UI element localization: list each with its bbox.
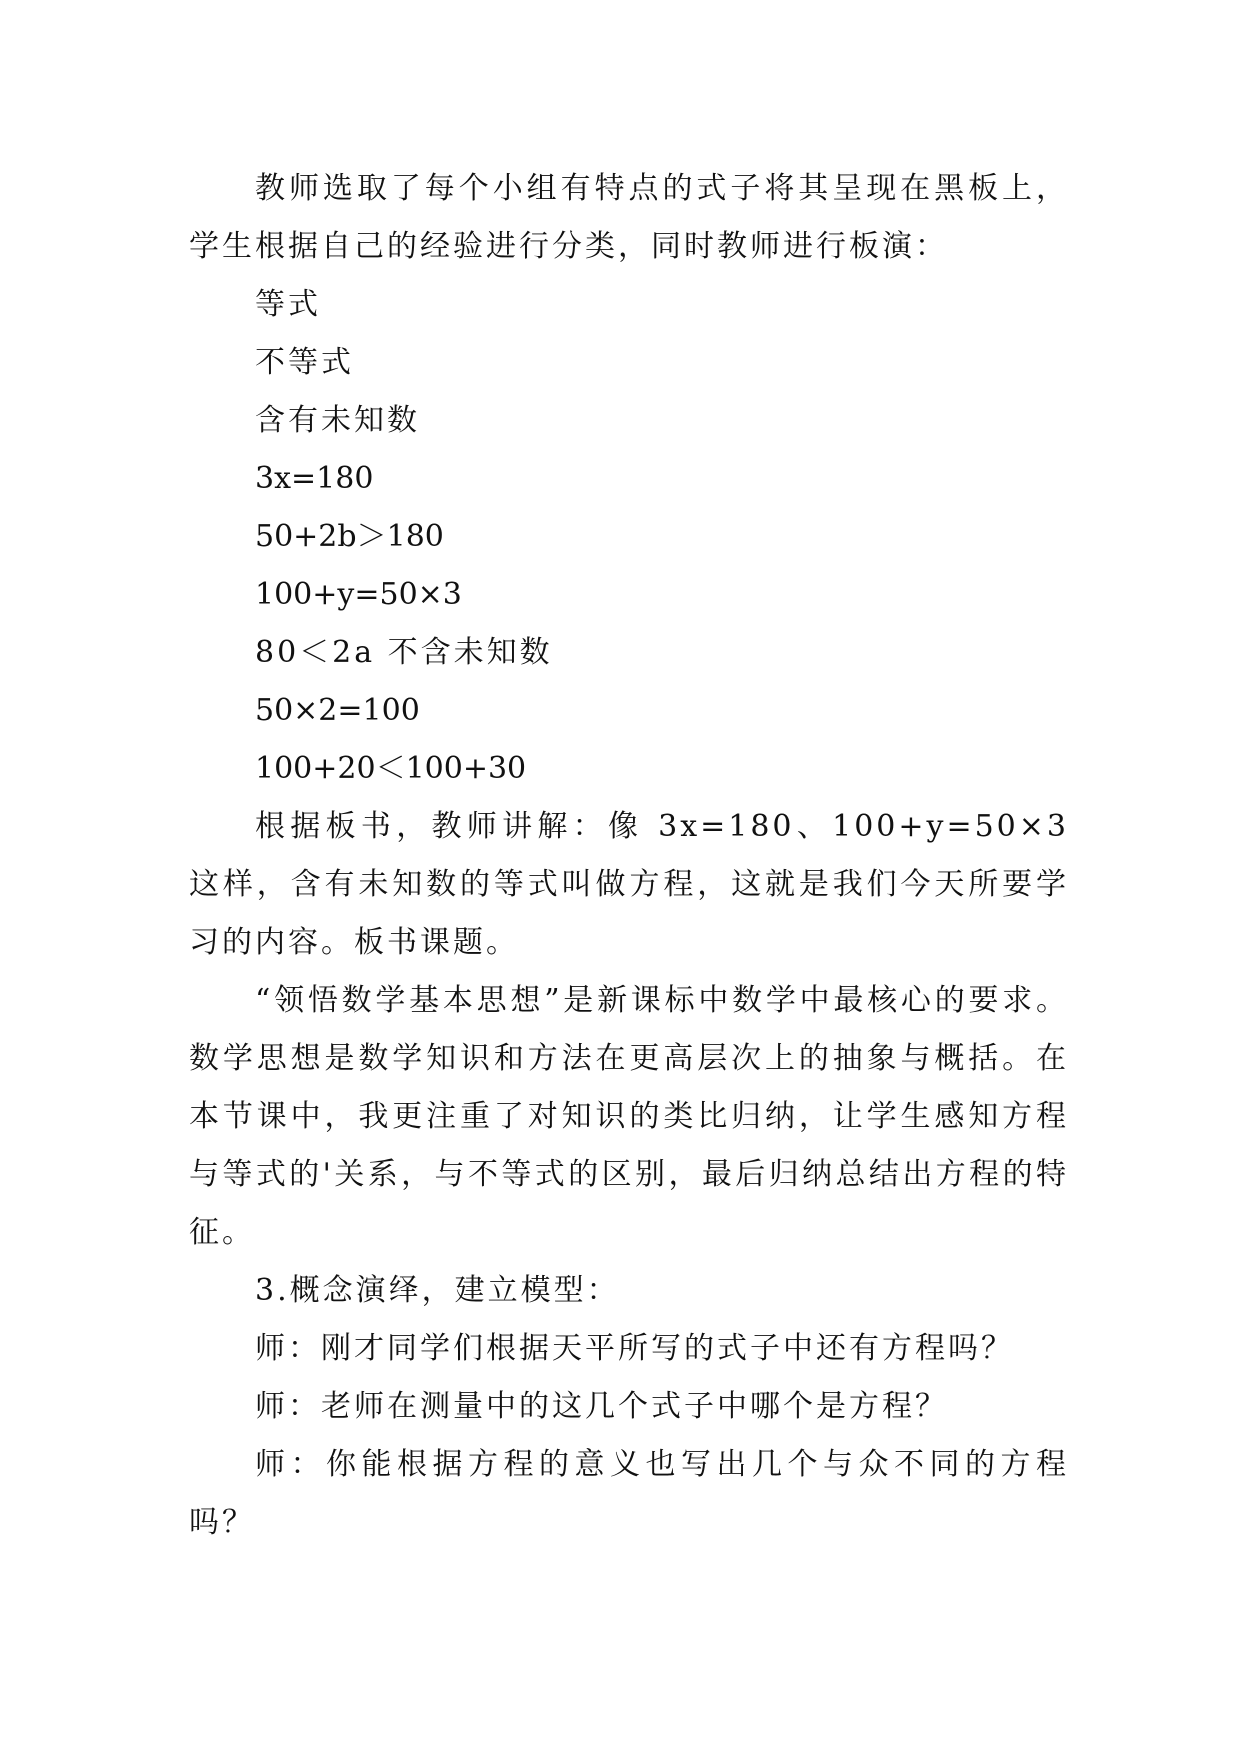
board-expression-5: 50×2=100 (255, 693, 420, 728)
paragraph-intro: 教师选取了每个小组有特点的式子将其呈现在黑板上，学生根据自己的经验进行分类，同时教师进行板演： (189, 171, 1069, 264)
board-expression-3: 100+y=50×3 (255, 577, 462, 612)
board-heading-equation: 等式 (255, 287, 321, 322)
paragraph-explanation: 根据板书，教师讲解：像 3x=180、100+y=50×3 这样，含有未知数的等式叫做方程，这就是我们今天所要学习的内容。板书课题。 (189, 809, 1069, 960)
board-heading-inequality: 不等式 (255, 345, 354, 380)
document-body (189, 160, 1069, 1552)
board-expression-6: 100+20＜100+30 (255, 751, 527, 786)
board-heading-unknown: 含有未知数 (255, 403, 420, 438)
board-expression-4: 80＜2a 不含未知数 (255, 635, 553, 670)
board-expression-1: 3x=180 (255, 461, 374, 496)
teacher-question-2: 师：老师在测量中的这几个式子中哪个是方程？ (255, 1389, 948, 1424)
board-expression-2: 50+2b＞180 (255, 519, 444, 554)
teacher-question-3: 师：你能根据方程的意义也写出几个与众不同的方程吗？ (189, 1447, 1069, 1540)
paragraph-reflection: “领悟数学基本思想”是新课标中数学中最核心的要求。数学思想是数学知识和方法在更高层次上的抽象与概括。在本节课中，我更注重了对知识的类比归纳，让学生感知方程与等式的'关系，与不等式的区别，最后归纳总结出方程的特征。 (189, 983, 1069, 1250)
teacher-question-1: 师：刚才同学们根据天平所写的式子中还有方程吗？ (255, 1331, 1014, 1366)
section-heading: 3.概念演绎，建立模型： (255, 1273, 620, 1308)
